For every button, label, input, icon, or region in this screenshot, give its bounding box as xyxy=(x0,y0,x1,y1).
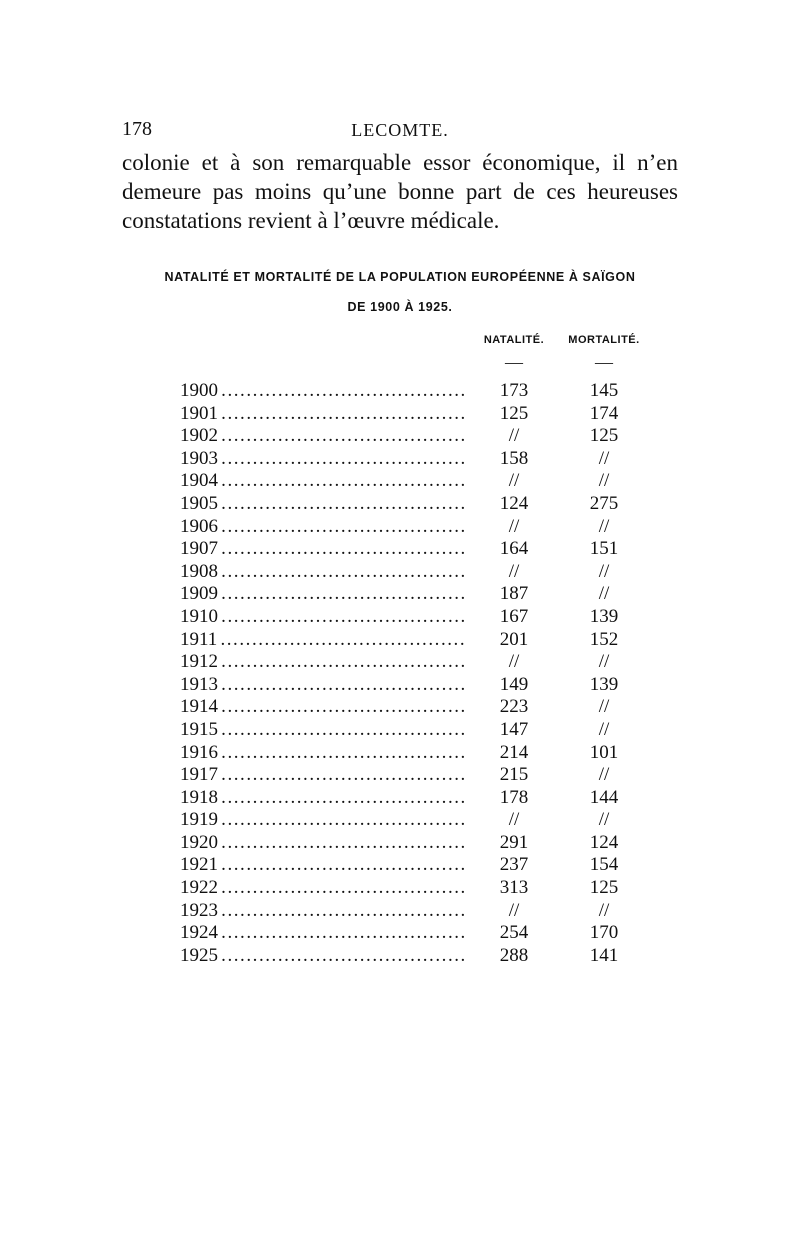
table-row xyxy=(180,583,650,606)
table-row xyxy=(180,696,650,719)
table-row xyxy=(180,493,650,516)
table-row xyxy=(180,629,650,652)
year-cell: 1915 . . . xyxy=(180,719,465,741)
table-row xyxy=(180,787,650,810)
mortalite-cell: // xyxy=(598,651,610,673)
year-cell: 1904 . . . xyxy=(180,470,465,492)
natalite-cell: 178 xyxy=(499,786,529,808)
page-number: 178 xyxy=(122,118,152,140)
table-row xyxy=(180,425,650,448)
year-cell: 1907 . . . xyxy=(180,538,465,560)
natalite-cell: 214 xyxy=(499,741,529,763)
column-rule-mortalite: — xyxy=(595,352,613,372)
table-row xyxy=(180,403,650,426)
table-row xyxy=(180,832,650,855)
year-cell: 1909 . . . xyxy=(180,583,465,605)
mortalite-cell: 174 xyxy=(589,402,619,424)
table-row xyxy=(180,945,650,968)
column-header-natalite: NATALITÉ. xyxy=(483,334,545,346)
year-cell: 1919 . . . xyxy=(180,809,465,831)
natalite-cell: 149 xyxy=(499,673,529,695)
year-cell: 1900 . . . xyxy=(180,380,465,402)
mortalite-cell: 139 xyxy=(589,605,619,627)
natalite-cell: // xyxy=(508,425,520,447)
year-cell: 1911 . . . xyxy=(180,629,465,651)
year-cell: 1906 . . . xyxy=(180,516,465,538)
body-text xyxy=(122,148,678,235)
table-row xyxy=(180,448,650,471)
table-row xyxy=(180,900,650,923)
mortalite-cell: // xyxy=(598,560,610,582)
mortalite-cell: 145 xyxy=(589,380,619,401)
table-row xyxy=(180,470,650,493)
natalite-cell: 124 xyxy=(499,492,529,514)
mortalite-cell: // xyxy=(598,470,610,492)
table-row xyxy=(180,651,650,674)
mortalite-cell: 125 xyxy=(589,425,619,447)
year-cell: 1912 . . . xyxy=(180,651,465,673)
year-cell: 1914 . . . xyxy=(180,696,465,718)
table-row xyxy=(180,380,650,403)
table-title xyxy=(100,262,700,322)
year-cell: 1917 . . . xyxy=(180,764,465,786)
data-table xyxy=(180,380,650,967)
table-title-line-2: DE 1900 À 1925. xyxy=(347,300,453,314)
table-row xyxy=(180,809,650,832)
year-cell: 1913 . . . xyxy=(180,674,465,696)
natalite-cell: 187 xyxy=(499,583,529,605)
table-row xyxy=(180,674,650,697)
natalite-cell: 158 xyxy=(499,447,529,469)
natalite-cell: 288 xyxy=(499,944,529,966)
year-cell: 1921 . . . xyxy=(180,854,465,876)
table-row xyxy=(180,877,650,900)
paragraph: colonie et à son remarquable essor économique, il n’en demeure pas moins qu’une bonne part de ces heureuses constatations revient à l’œuvre médicale. xyxy=(122,150,678,233)
natalite-cell: 173 xyxy=(499,380,529,401)
mortalite-cell: 170 xyxy=(589,922,619,944)
table-row xyxy=(180,742,650,765)
natalite-cell: // xyxy=(508,899,520,921)
natalite-cell: 223 xyxy=(499,696,529,718)
year-cell: 1908 . . . xyxy=(180,561,465,583)
mortalite-cell: // xyxy=(598,718,610,740)
mortalite-cell: 144 xyxy=(589,786,619,808)
year-cell: 1923 . . . xyxy=(180,900,465,922)
year-cell: 1910 . . . xyxy=(180,606,465,628)
year-cell: 1920 . . . xyxy=(180,832,465,854)
mortalite-cell: // xyxy=(598,515,610,537)
natalite-cell: 215 xyxy=(499,764,529,786)
mortalite-cell: 152 xyxy=(589,628,619,650)
year-cell: 1924 . . . xyxy=(180,922,465,944)
column-header-mortalite: MORTALITÉ. xyxy=(568,334,640,346)
mortalite-cell: 151 xyxy=(589,538,619,560)
mortalite-cell: 154 xyxy=(589,854,619,876)
table-row xyxy=(180,764,650,787)
natalite-cell: // xyxy=(508,470,520,492)
year-cell: 1922 . . . xyxy=(180,877,465,899)
mortalite-cell: 101 xyxy=(589,741,619,763)
mortalite-cell: // xyxy=(598,696,610,718)
mortalite-cell: // xyxy=(598,583,610,605)
year-cell: 1905 . . . xyxy=(180,493,465,515)
natalite-cell: 313 xyxy=(499,877,529,899)
natalite-cell: 201 xyxy=(499,628,529,650)
natalite-cell: // xyxy=(508,515,520,537)
mortalite-cell: 275 xyxy=(589,492,619,514)
natalite-cell: 291 xyxy=(499,831,529,853)
mortalite-cell: 139 xyxy=(589,673,619,695)
mortalite-cell: 125 xyxy=(589,877,619,899)
table-row xyxy=(180,719,650,742)
natalite-cell: 254 xyxy=(499,922,529,944)
mortalite-cell: // xyxy=(598,447,610,469)
table-row xyxy=(180,922,650,945)
year-cell: 1916 . . . xyxy=(180,742,465,764)
table-row xyxy=(180,538,650,561)
year-cell: 1901 . . . xyxy=(180,403,465,425)
table-row xyxy=(180,516,650,539)
mortalite-cell: // xyxy=(598,899,610,921)
natalite-cell: // xyxy=(508,651,520,673)
year-cell: 1918 . . . xyxy=(180,787,465,809)
mortalite-cell: 124 xyxy=(589,831,619,853)
natalite-cell: 147 xyxy=(499,718,529,740)
mortalite-cell: // xyxy=(598,809,610,831)
table-row xyxy=(180,561,650,584)
table-row xyxy=(180,606,650,629)
year-cell: 1903 . . . xyxy=(180,448,465,470)
natalite-cell: 164 xyxy=(499,538,529,560)
year-cell: 1902 . . . xyxy=(180,425,465,447)
year-cell: 1925 . . . xyxy=(180,945,465,967)
natalite-cell: // xyxy=(508,809,520,831)
natalite-cell: 237 xyxy=(499,854,529,876)
table-title-line-1: NATALITÉ ET MORTALITÉ DE LA POPULATION EUROPÉENNE À SAÏGON xyxy=(164,270,636,284)
mortalite-cell: // xyxy=(598,764,610,786)
table-row xyxy=(180,854,650,877)
mortalite-cell: 141 xyxy=(589,944,619,966)
running-head: LECOMTE. xyxy=(351,120,449,140)
natalite-cell: // xyxy=(508,560,520,582)
column-rule-natalite: — xyxy=(505,352,523,372)
natalite-cell: 125 xyxy=(499,402,529,424)
natalite-cell: 167 xyxy=(499,605,529,627)
